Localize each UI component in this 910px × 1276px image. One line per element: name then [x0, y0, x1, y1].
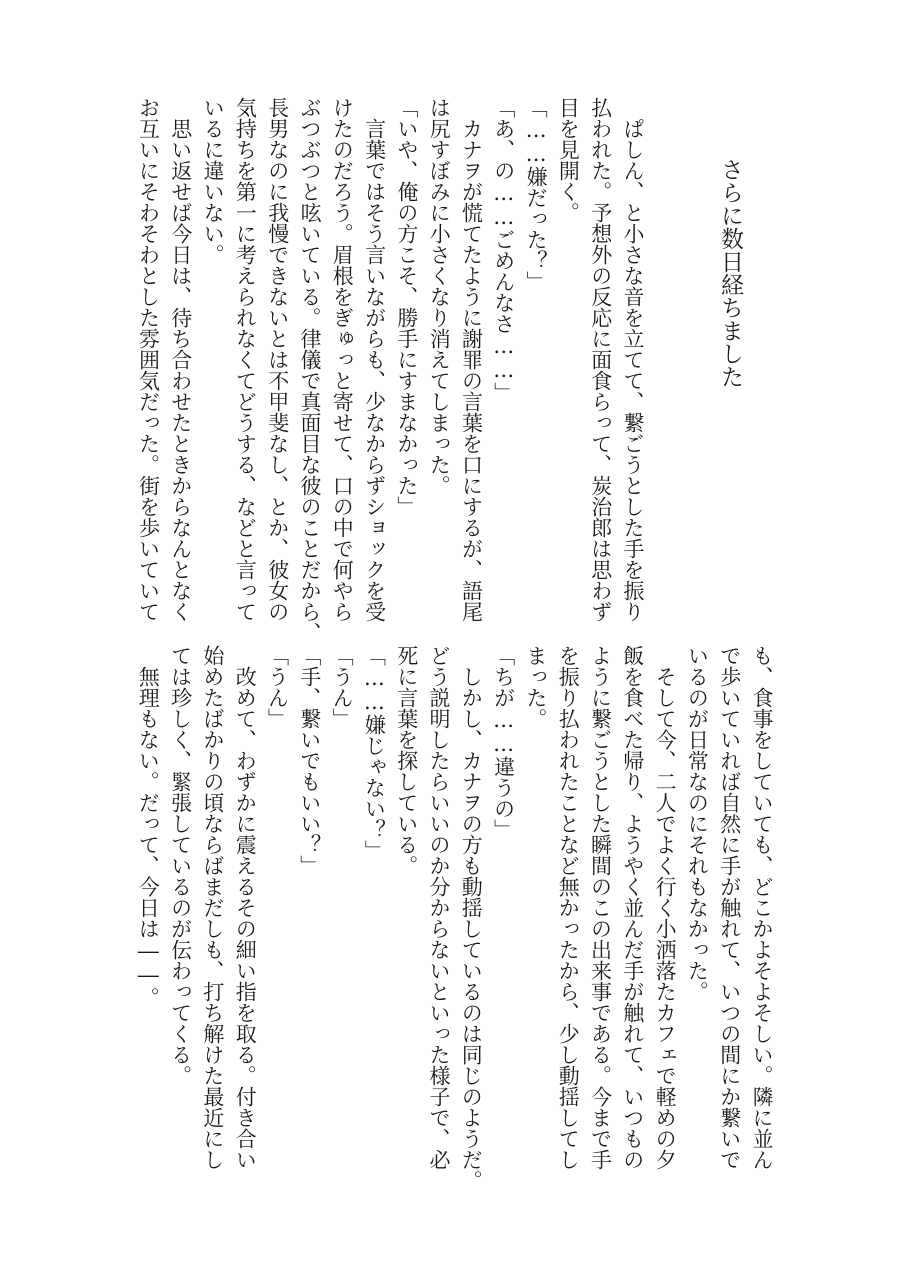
text-line: も、食事をしていても、どこかよそよそしい。隣に並ん — [750, 645, 774, 1170]
text-line: お互いにそわそわとした雰囲気だった。街を歩いていて — [136, 97, 161, 622]
text-line: で歩いていれば自然に手が触れて、いつの間にか繋いで — [717, 645, 742, 1170]
text-line: を振り払われたことなど無かったから、少し動揺してし — [556, 645, 581, 1170]
text-line: 飯を食べた帰り、ようやく並んだ手が触れて、いつもの — [620, 645, 645, 1170]
text-line: ぶつぶつと呟いている。律儀で真面目な彼のことだから、 — [298, 97, 322, 643]
text-line: 始めたばかりの頃ならばまだしも、打ち解けた最近にし — [200, 645, 225, 1170]
text-line: 「いや、俺の方こそ、勝手にすまなかった」 — [394, 97, 419, 517]
text-line: 思い返せば今日は、待ち合わせたときからなんとなく — [168, 97, 193, 622]
text-line: 払われた。予想外の反応に面食らって、炭治郎は思わず — [588, 97, 613, 622]
text-line: 無理もない。だって、今日は――。 — [136, 645, 161, 1008]
text-line: ぱしん、と小さな音を立てて、繋ごうとした手を振り — [621, 97, 645, 622]
text-line: ように繋ごうとした瞬間のこの出来事である。今まで手 — [588, 645, 613, 1170]
text-line: 「……嫌じゃない？」 — [362, 645, 387, 861]
text-line: 長男なのに我慢できないとは不甲斐なし、とか、彼女の — [265, 97, 290, 622]
text-line: 「うん」 — [330, 645, 355, 729]
text-line: いるのが日常なのにそれもなかった。 — [685, 645, 710, 1002]
text-line: 気持ちを第一に考えられなくてどうする、などと言って — [233, 97, 258, 622]
chapter-title: さらに数日経ちました — [717, 158, 743, 388]
text-line: 「ちが……違うの」 — [491, 645, 516, 840]
text-line: 目を見開く。 — [556, 97, 581, 223]
text-line: 「うん」 — [265, 645, 290, 729]
text-line: いるに違いない。 — [201, 97, 226, 265]
text-line: 「あ、の……ごめんなさ……」 — [491, 97, 516, 403]
text-line: 改めて、わずかに震えるその細い指を取る。付き合い — [233, 645, 258, 1170]
text-line: 死に言葉を探している。 — [394, 645, 419, 876]
text-line: 「……嫌だった？」 — [524, 97, 549, 292]
text-line: しかし、カナヲの方も動揺しているのは同じのようだ。 — [459, 645, 484, 1191]
text-line: まった。 — [523, 645, 548, 729]
text-line: 言葉ではそう言いながらも、少なからずショックを受 — [362, 97, 387, 622]
text-line: そして今、二人でよく行く小洒落たカフェで軽めの夕 — [653, 645, 678, 1170]
text-line: ては珍しく、緊張しているのが伝わってくる。 — [168, 645, 193, 1086]
text-line: カナヲが慌てたように謝罪の言葉を口にするが、語尾 — [459, 97, 484, 622]
text-line: 「手、繋いでもいい？」 — [297, 645, 322, 876]
text-line: けたのだろう。眉根をぎゅっと寄せて、口の中で何やら — [330, 97, 355, 622]
text-line: は尻すぼみに小さくなり消えてしまった。 — [427, 97, 452, 496]
text-line: どう説明したらいいのか分からないといった様子で、必 — [427, 645, 451, 1170]
